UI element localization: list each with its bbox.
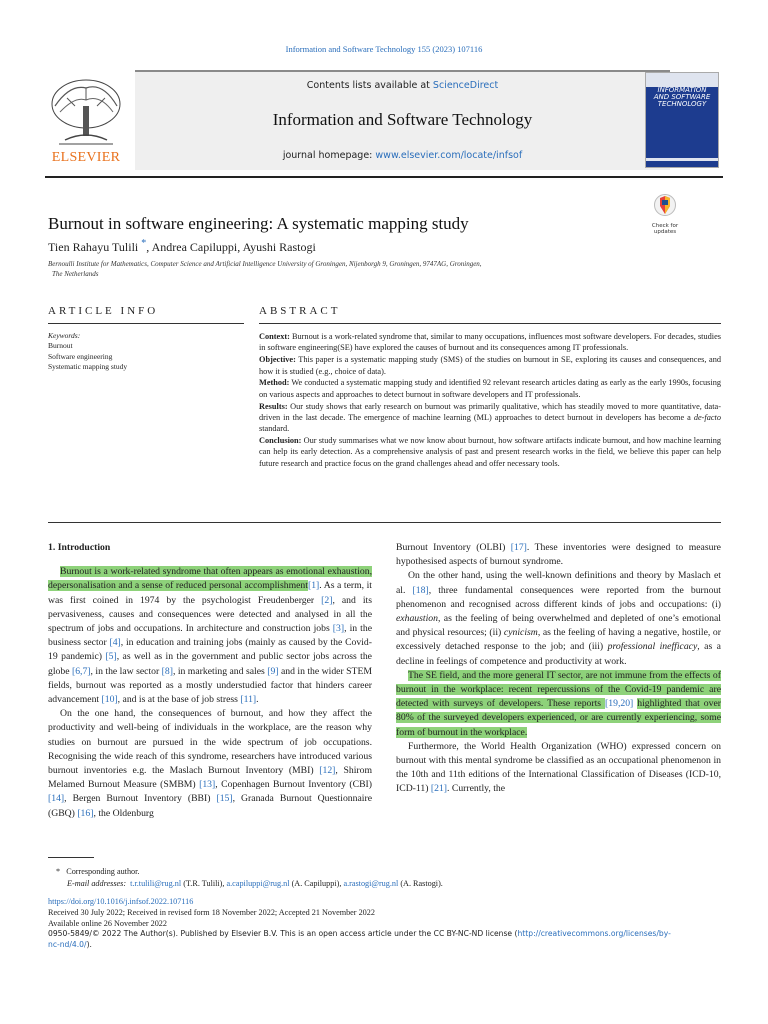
citation-link[interactable]: [8]: [161, 665, 173, 677]
journal-title: Information and Software Technology: [272, 110, 533, 129]
journal-header: [45, 70, 723, 173]
body-text: On the other hand, using the well-known definitions and theory by Maslach et al.: [396, 570, 721, 596]
body-text: , and its pervasiveness, causes and consequences were detected and analysed in all the spectrum of jobs and occupations. In architecture and construction jobs: [48, 594, 373, 635]
body-text: , in the law sector: [90, 665, 162, 677]
intro-paragraph-2: [48, 707, 372, 821]
term-exhaustion: exhaustion: [396, 613, 438, 625]
paper-title: Burnout in software engineering: A systematic mapping study: [48, 214, 469, 233]
citation-link[interactable]: [9]: [267, 665, 279, 677]
email-addresses: [48, 878, 721, 890]
citation-link[interactable]: [3]: [332, 623, 345, 635]
footnote-text: Corresponding author.: [66, 867, 140, 876]
citation-link[interactable]: [19,20]: [605, 698, 634, 710]
keyword-item: Software engineering: [48, 351, 113, 361]
citation-link[interactable]: [11]: [240, 694, 257, 706]
email-link[interactable]: t.r.tulili@rug.nl: [130, 879, 182, 889]
body-text: , as the feeling of having a negative, hostile, or excessively detached response to the job; and (iii): [396, 627, 721, 653]
contents-prefix: Contents lists available at: [306, 80, 433, 91]
keywords-label: Keywords:: [48, 331, 81, 340]
results-text-end: standard.: [259, 424, 290, 434]
highlighted-text[interactable]: The SE field, and the more general IT sector, are not immune from the effects of burnout in the workplace: recent repercussions of the Covid-19 pandemic are detected with surveys of developers. These reports: [396, 669, 721, 710]
context-text: Burnout is a work-related syndrome that, similar to many occupations, influences most software developers. For decades, studies in software engineering(SE) have explored the causes of burnout and its consequences among IT professionals.: [259, 332, 721, 353]
body-text: . Currently, the: [447, 783, 506, 795]
conclusion-label: Conclusion:: [259, 436, 302, 446]
body-text: , and is at the base of job stress: [117, 694, 241, 706]
check-updates-line-2: updates: [653, 229, 677, 235]
abstract-conclusion: [259, 435, 721, 469]
citation-link[interactable]: [15]: [216, 793, 233, 805]
license-line: [48, 929, 721, 940]
journal-cover[interactable]: [645, 72, 719, 168]
license-text: 0950-5849/© 2022 The Author(s). Published by Elsevier B.V. This is an open access article under the CC BY-NC-ND license (: [48, 929, 518, 939]
affiliation: [48, 259, 608, 279]
body-text: , Granada Burnout Questionnaire (GBQ): [48, 793, 372, 819]
method-text: We conducted a systematic mapping study and identified 92 relevant research articles dating as early as the early 1990s, focusing on various aspects and approaches to detect burnout in software developers and IT professionals.: [259, 378, 721, 399]
citation-link[interactable]: [16]: [77, 807, 94, 819]
keyword-item: Burnout: [48, 341, 73, 351]
body-column-left: [48, 541, 372, 821]
author-1[interactable]: Tien Rahayu Tulili: [48, 240, 142, 254]
citation-link[interactable]: [10]: [101, 694, 118, 706]
other-authors: , Andrea Capiluppi, Ayushi Rastogi: [146, 240, 316, 254]
body-text: On the one hand, the consequences of burnout, and how they affect the productivity and well-being of individuals in the workplace, are the reason why studies on burnout are pursued in the wide spectrum of job occupations. Recognising the wide reach of this syndrome, researchers have introduced various burnout inventories e.g. the Maslach Burnout Inventory (MBI): [48, 708, 372, 777]
body-text: , Bergen Burnout Inventory (BBI): [64, 793, 217, 805]
footnote-divider: [48, 857, 94, 858]
body-text: , three fundamental consequences were reported from the burnout phenomenon and recognised across different kinds of jobs and occupations: (i): [396, 584, 722, 610]
cover-title: INFORMATION AND SOFTWARE TECHNOLOGY: [653, 86, 711, 109]
email-owner: (A. Capiluppi),: [289, 879, 344, 889]
citation-link[interactable]: [2]: [321, 594, 333, 606]
abstract-divider: [259, 323, 721, 324]
citation-link[interactable]: [17]: [510, 542, 527, 553]
results-italic: de-facto: [693, 412, 721, 422]
license-text-end: ).: [86, 940, 92, 950]
abstract-heading: ABSTRACT: [259, 305, 341, 317]
citation-link[interactable]: [18]: [412, 584, 429, 596]
body-text: , as well as in the government and public sector jobs across the globe: [48, 651, 372, 677]
body-text: . As a term, it was first coined in 1974 by the psychologist Freudenberger: [48, 580, 372, 606]
email-owner: (T.R. Tulili),: [181, 879, 227, 889]
abstract-method: [259, 377, 721, 400]
body-text: , in the business sector: [48, 623, 373, 649]
abstract-context: [259, 331, 721, 354]
body-text: , as the feeling of being overwhelmed and depleted of one’s emotional and physical resources; (ii): [396, 613, 721, 639]
body-column-right: [396, 541, 721, 797]
citation-link[interactable]: [12]: [319, 765, 336, 777]
email-link[interactable]: a.rastogi@rug.nl: [343, 879, 399, 889]
body-text: , in marketing and sales: [172, 665, 268, 677]
abstract-bottom-divider: [48, 522, 721, 523]
received-dates: Received 30 July 2022; Received in revised form 18 November 2022; Accepted 21 November 2022: [48, 907, 375, 917]
citation-link[interactable]: [21]: [430, 783, 448, 795]
intro-paragraph-3: [396, 569, 721, 668]
email-owner: (A. Rastogi).: [398, 879, 443, 889]
contents-line: [135, 80, 670, 91]
term-professional-inefficacy: professional inefficacy: [607, 641, 698, 653]
objective-text: This paper is a systematic mapping study (SMS) of the studies on burnout in SE, exploring its causes and consequences, and how it is studied (e.g., choice of data).: [259, 355, 721, 376]
citation-link[interactable]: [5]: [105, 651, 117, 663]
citation-link[interactable]: [6,7]: [71, 665, 91, 677]
intro-paragraph-4: [396, 669, 721, 740]
elsevier-wordmark: ELSEVIER: [51, 150, 121, 165]
elsevier-tree-icon: [45, 76, 127, 150]
conclusion-text: Our study summarises what we now know about burnout, how software artifacts indicate burnout, and how machine learning can help its early detection. As a comprehensive analysis of past and present research works in the field, we believe this paper can help future research and practice focus on the grand challenges ahead and offer necessary tools.: [259, 436, 721, 468]
body-text: Burnout Inventory (OLBI): [396, 542, 511, 553]
corresponding-marker[interactable]: *: [141, 238, 147, 249]
footnotes: [48, 866, 721, 890]
body-text: . These inventories were designed to measure hypothesised aspects of burnout syndrome.: [396, 542, 721, 568]
citation-link[interactable]: [13]: [199, 779, 216, 791]
email-label: E-mail addresses:: [67, 879, 127, 889]
citation-link[interactable]: [14]: [48, 793, 65, 805]
footnote-marker: *: [56, 867, 61, 876]
term-cynicism: cynicism: [503, 627, 538, 639]
header-divider: [45, 176, 723, 178]
section-heading-introduction: 1. Introduction: [48, 542, 111, 553]
objective-label: Objective:: [259, 355, 296, 365]
abstract-results: [259, 401, 721, 435]
article-info-divider: [48, 323, 244, 324]
check-for-updates-button[interactable]: [646, 193, 684, 233]
method-label: Method:: [259, 378, 290, 388]
check-updates-label: [646, 223, 684, 235]
highlighted-text[interactable]: highlighted that over 80% of the surveyed developers experienced, or are currently experiencing, some form of burnout in the workplace.: [396, 698, 721, 738]
homepage-prefix: journal homepage:: [282, 150, 376, 161]
highlighted-text[interactable]: Burnout is a work-related syndrome that often appears as emotional exhaustion, depersonalisation and a sense of reduced personal accomplishment: [48, 566, 372, 592]
license-link-cont[interactable]: nc-nd/4.0/: [48, 940, 87, 950]
email-link[interactable]: a.capiluppi@rug.nl: [226, 879, 290, 889]
check-updates-line-1: Check for: [651, 223, 679, 229]
keywords-block: [48, 331, 244, 373]
abstract-objective: [259, 354, 721, 377]
doi-link[interactable]: https://doi.org/10.1016/j.infsof.2022.107116: [48, 897, 194, 906]
homepage-line: [135, 150, 670, 161]
citation-link[interactable]: [1]: [307, 580, 320, 592]
body-text: , Copenhagen Burnout Inventory (CBI): [215, 779, 372, 791]
cover-top-strip: [646, 73, 718, 87]
context-label: Context:: [259, 332, 290, 341]
body-text: , in education and training jobs (mainly as caused by the Covid-19 pandemic): [48, 637, 372, 663]
citation-link[interactable]: [4]: [109, 637, 121, 649]
body-text: and in the wider STEM fields, burnout was reported as a mostly understudied factor that hinders career advancement: [48, 665, 372, 706]
body-text: Furthermore, the World Health Organization (WHO) expressed concern on burnout with this mental syndrome be classified as an occupational phenomenon in the 10th and 11th editions of the International Classification of Diseases (ICD-10, ICD-11): [396, 740, 721, 795]
affiliation-line-2: The Netherlands: [52, 270, 99, 278]
abstract-body: [259, 331, 721, 470]
intro-paragraph-5: [396, 740, 721, 797]
affiliation-line-1: Bernoulli Institute for Mathematics, Computer Science and Artificial Intelligence University of Groningen, Nijenborgh 9, Groningen, 9747AG, Groningen,: [48, 260, 482, 268]
license-line-2: [48, 940, 721, 951]
results-label: Results:: [259, 401, 288, 411]
intro-paragraph-2-cont: [396, 541, 721, 569]
intro-paragraph-1: [48, 565, 372, 707]
journal-citation: Information and Software Technology 155 (2023) 107116: [285, 44, 483, 54]
keyword-item: Systematic mapping study: [48, 362, 128, 372]
body-text: , the Oldenburg: [93, 807, 154, 819]
article-info-heading: ARTICLE INFO: [48, 305, 159, 317]
corresponding-author-note: [48, 866, 721, 878]
body-text: .: [256, 694, 259, 706]
sciencedirect-link[interactable]: ScienceDirect: [432, 80, 499, 91]
publication-info: [48, 897, 721, 951]
available-online: Available online 26 November 2022: [48, 918, 167, 928]
license-link[interactable]: http://creativecommons.org/licenses/by-: [517, 929, 671, 939]
homepage-link[interactable]: www.elsevier.com/locate/infsof: [375, 150, 523, 161]
check-updates-icon: [654, 193, 676, 217]
author-list: [48, 238, 316, 255]
results-text: Our study shows that early research on burnout was primarily qualitative, which has steadily moved to more quantitative, data-driven in the last decade. The emergence of machine learning (ML) approaches to detect burnout in developers has become a: [259, 401, 721, 422]
body-text: , Shirom Melamed Burnout Measure (SMBM): [48, 765, 372, 791]
cover-bottom-strip: [646, 158, 718, 161]
body-text: , as a decline in feelings of competence and productivity at work.: [396, 641, 721, 667]
